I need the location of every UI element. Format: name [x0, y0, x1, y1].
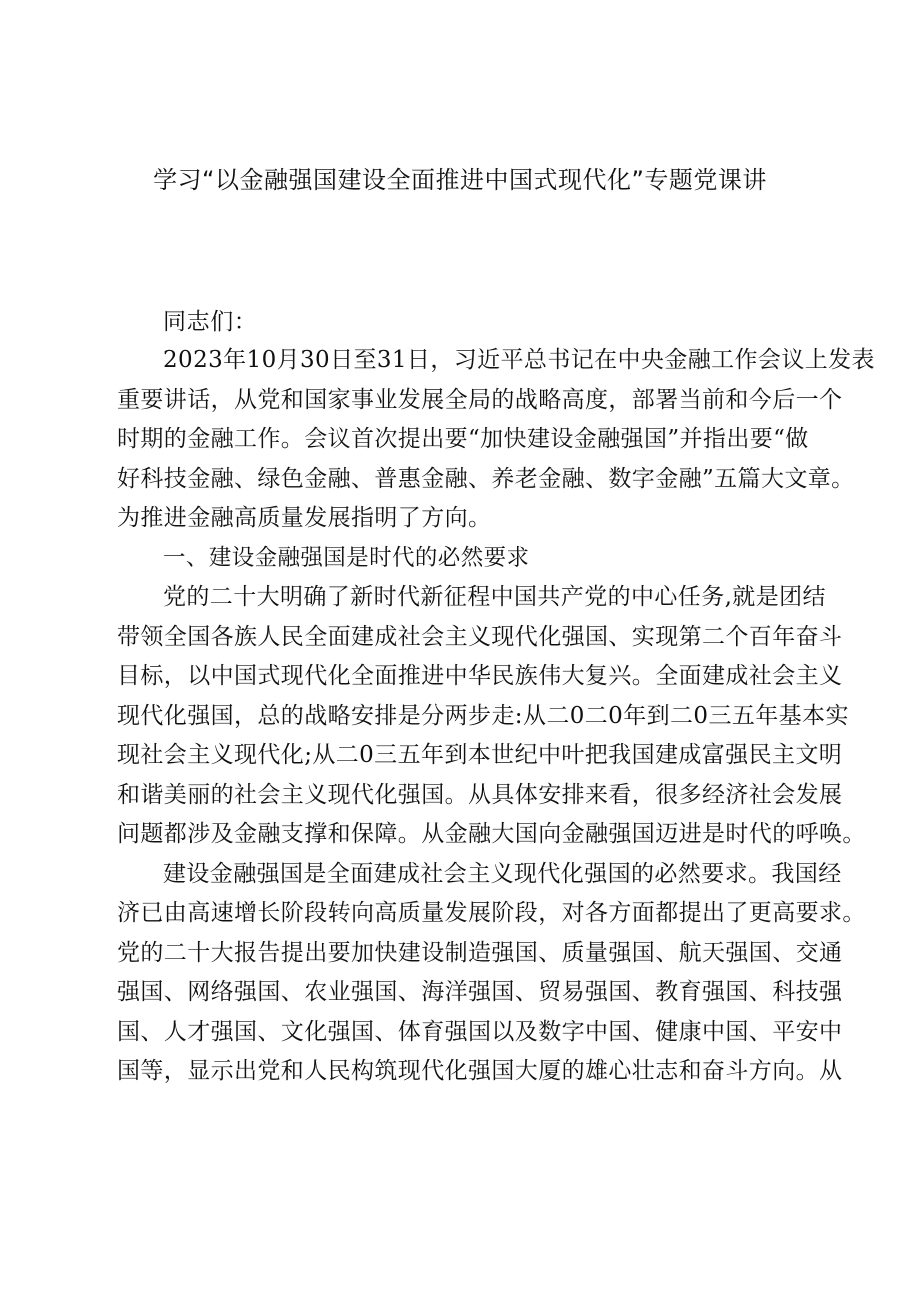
paragraph-line: 强国、网络强国、农业强国、海洋强国、贸易强国、教育强国、科技强: [117, 979, 843, 1005]
paragraph-line: 现代化强国，总的战略安排是分两步走:从二0二0年到二0三五年基本实: [117, 702, 849, 729]
paragraph-line: 目标，以中国式现代化全面推进中华民族伟大复兴。全面建成社会主义: [117, 663, 843, 689]
paragraph-line: 和谐美丽的社会主义现代化强国。从具体安排来看，很多经济社会发展: [117, 781, 843, 808]
paragraph-line: 建设金融强国是全面建成社会主义现代化强国的必然要求。我国经: [163, 860, 842, 887]
document-body: [117, 341, 875, 1092]
paragraph-line: 2023年10月30日至31日，习近平总书记在中央金融工作会议上发表: [163, 347, 875, 373]
paragraph-line: 党的二十大明确了新时代新征程中国共产党的中心任务,就是团结: [163, 584, 826, 610]
paragraph-line: 好科技金融、绿色金融、普惠金融、养老金融、数字金融”五篇大文章。: [117, 465, 855, 492]
paragraph-line: 重要讲话，从党和国家事业发展全局的战略高度，部署当前和今后一个: [117, 386, 843, 413]
paragraph-line: 济已由高速增长阶段转向高质量发展阶段，对各方面都提出了更高要求。: [117, 900, 866, 926]
paragraph-line: 党的二十大报告提出要加快建设制造强国、质量强国、航天强国、交通: [117, 939, 843, 966]
paragraph-line: 带领全国各族人民全面建成社会主义现代化强国、实现第二个百年奋斗: [117, 623, 843, 650]
paragraph-line: 为推进金融高质量发展指明了方向。: [117, 505, 492, 531]
paragraph-line: 国等，显示出党和人民构筑现代化强国大厦的雄心壮志和奋斗方向。从: [117, 1058, 843, 1084]
greeting: 同志们：: [163, 309, 258, 335]
section-heading: 一、建设金融强国是时代的必然要求: [163, 544, 530, 571]
paragraph-line: 问题都涉及金融支撑和保障。从金融大国向金融强国迈进是时代的呼唤。: [117, 821, 866, 847]
document-title: 学习“以金融强国建设全面推进中国式现代化”专题党课讲: [153, 166, 767, 194]
paragraph-line: 国、人才强国、文化强国、体育强国以及数字中国、健康中国、平安中: [117, 1018, 843, 1045]
paragraph-line: 现社会主义现代化;从二0三五年到本世纪中叶把我国建成富强民主文明: [117, 742, 843, 768]
paragraph-line: 时期的金融工作。会议首次提出要“加快建设金融强国”并指出要“做: [117, 426, 809, 452]
